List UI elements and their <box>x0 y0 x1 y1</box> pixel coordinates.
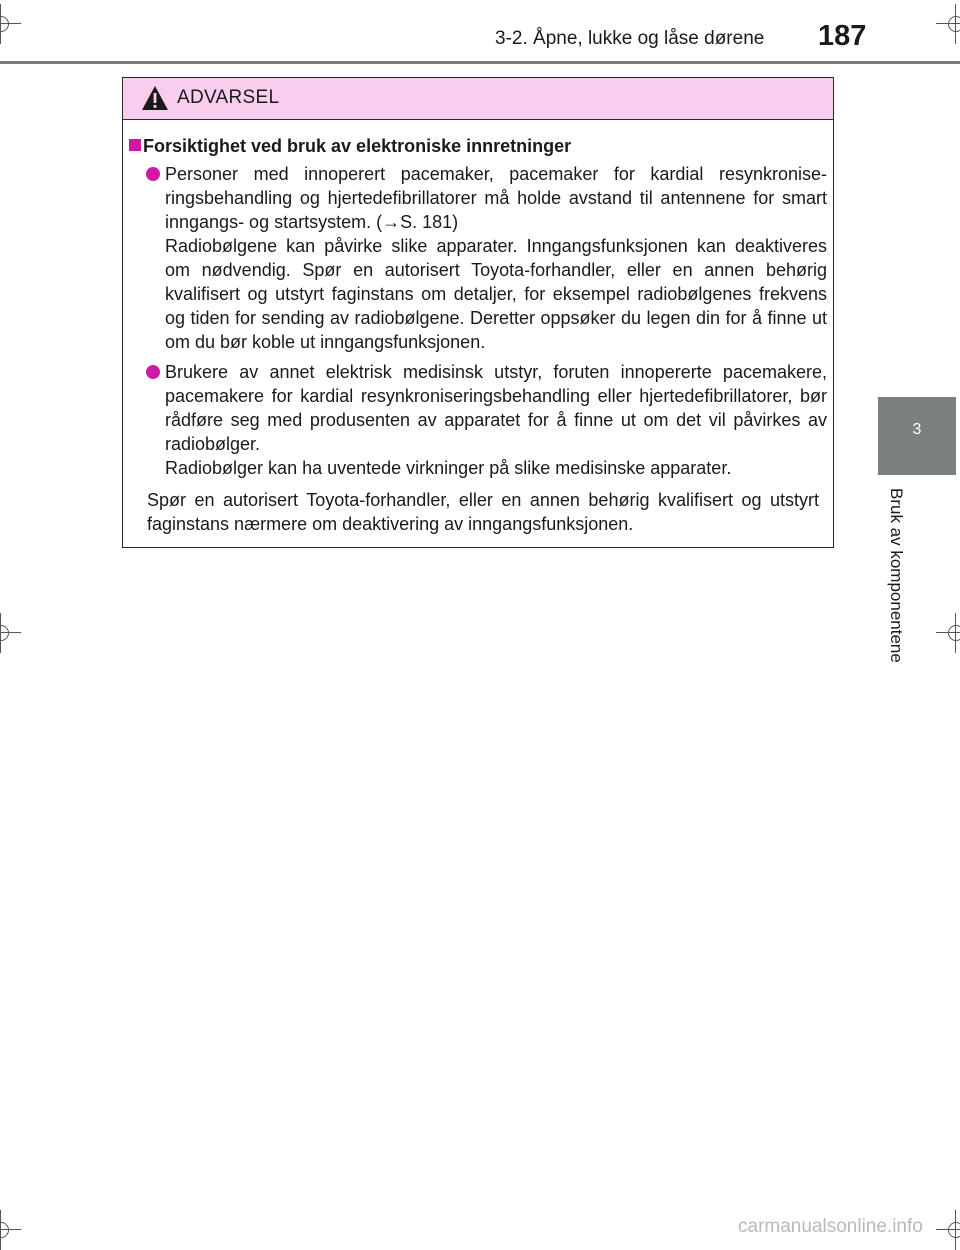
closing-paragraph <box>127 488 827 536</box>
section-heading <box>127 134 827 158</box>
section-heading-text: Forsiktighet ved bruk av elektroniske innretninger <box>143 136 572 156</box>
square-bullet-icon <box>129 139 141 151</box>
section-title: 3-2. Åpne, lukke og låse dørene <box>495 28 765 49</box>
crop-mark-top-right <box>936 4 960 44</box>
page-number: 187 <box>818 20 867 52</box>
chapter-tab <box>878 397 956 475</box>
warning-header <box>123 78 833 120</box>
circle-bullet-icon <box>146 167 160 181</box>
bullet-paragraph: Radiobølger kan ha uventede virkninger på slike medisinske apparater. <box>165 458 732 478</box>
bullet-paragraph: Personer med innoperert pacemaker, pacemaker for kardial resynkroniseringsbehandling og hjertedefibrillatorer må holde avstand til antennene for smart inngangs- og startsystem. (→S. 181) <box>165 164 827 232</box>
chapter-number: 3 <box>912 421 922 438</box>
warning-triangle-icon <box>141 85 169 111</box>
bullet-paragraph: Brukere av annet elektrisk medisinsk utstyr, foruten innopererte pacemakere, pacemakere for kardial resynkroniseringsbehandling eller hjertedefibrillatorer, bør rådføre seg med produsenten av apparatet for å finne ut om det vil påvirkes av radiobølger. <box>165 362 827 454</box>
list-item <box>127 162 827 354</box>
circle-bullet-icon <box>146 365 160 379</box>
list-item <box>127 360 827 480</box>
crop-mark-bottom-left <box>0 1210 21 1250</box>
crop-mark-bottom-right <box>936 1210 960 1250</box>
closing-text: Spør en autorisert Toyota-forhandler, eller en annen behørig kvalifisert og utstyrt faginstans nærmere om deaktivering av inngangsfunksjonen. <box>147 490 819 534</box>
bullet-paragraph: Radiobølgene kan påvirke slike apparater. Inngangsfunksjonen kan deaktiveres om nødvendig. Spør en autorisert Toyota-forhandler, eller en annen behørig kvalifisert og utstyrt faginstans om detaljer, for eksempel radiobølgenes frekvens og tiden for sending av radiobølgene. Deretter oppsøker du legen din for å finne ut om du bør koble ut inngangsfunksjonen. <box>165 236 827 352</box>
warning-title: ADVARSEL <box>177 87 280 108</box>
chapter-title: Bruk av komponentene <box>887 488 906 663</box>
watermark: carmanualsonline.info <box>738 1216 923 1237</box>
crop-mark-top-left <box>0 4 21 44</box>
warning-box <box>122 77 834 548</box>
warning-content <box>127 134 827 536</box>
crop-mark-mid-left <box>0 613 21 653</box>
crop-mark-mid-right <box>936 613 960 653</box>
header-rule <box>0 61 960 64</box>
